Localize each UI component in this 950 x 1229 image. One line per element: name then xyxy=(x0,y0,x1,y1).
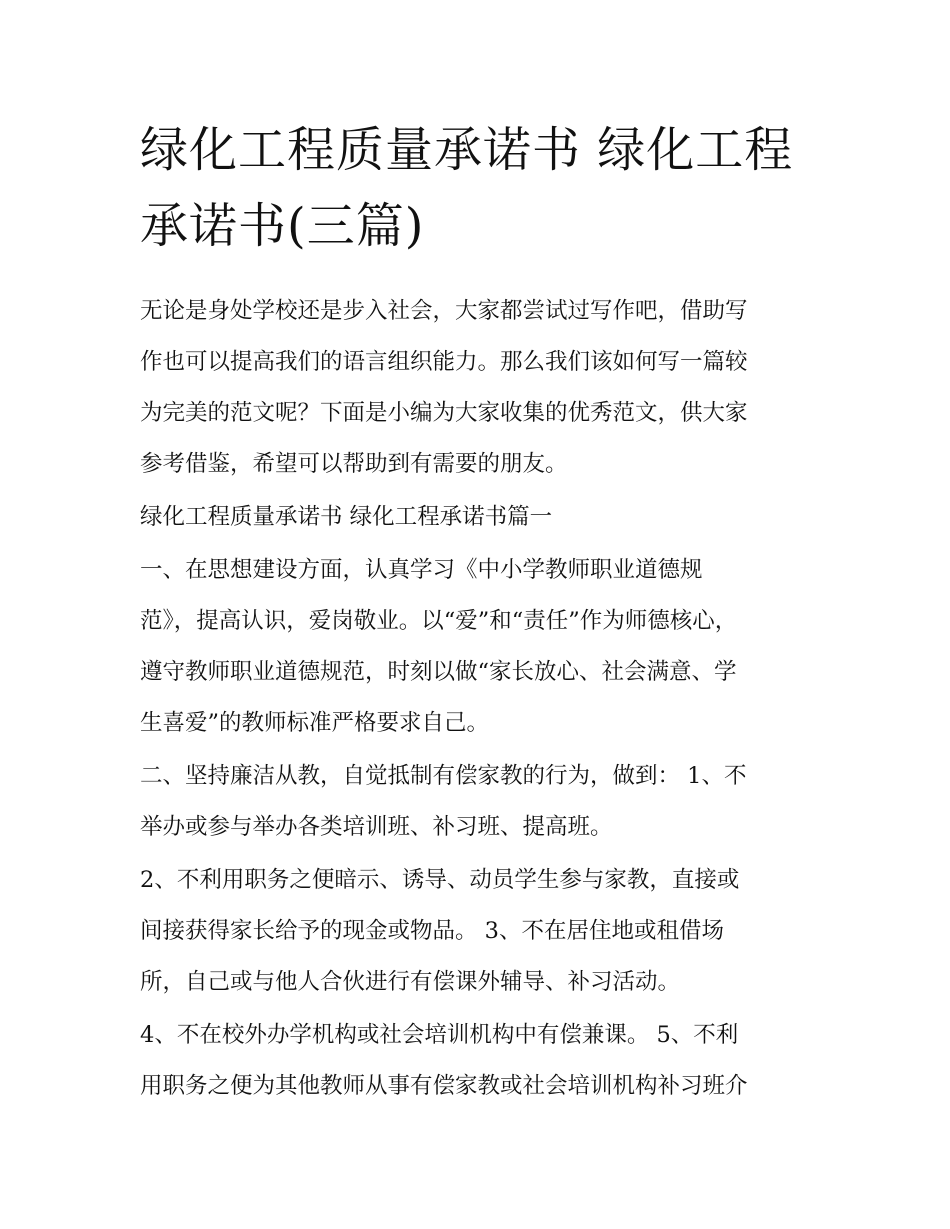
text-line: 参考借鉴，希望可以帮助到有需要的朋友。 xyxy=(140,451,568,477)
text-line: 遵守教师职业道德规范，时刻以做“家长放心、社会满意、学 xyxy=(140,659,737,685)
document-body xyxy=(140,286,820,1112)
text-line: 作也可以提高我们的语言组织能力。那么我们该如何写一篇较 xyxy=(140,349,748,375)
title-line: 承诺书(三篇) xyxy=(140,198,425,254)
document-title xyxy=(140,112,820,264)
text-line: 范》，提高认识，爱岗敬业。以“爱”和“责任”作为师德核心， xyxy=(140,608,738,634)
document-page xyxy=(140,112,820,1112)
text-line: 一、在思想建设方面，认真学习《中小学教师职业道德规 xyxy=(140,557,703,583)
title-line: 绿化工程质量承诺书 绿化工程 xyxy=(140,122,794,178)
text-line: 4、不在校外办学机构或社会培训机构中有偿兼课。 5、不利 xyxy=(140,1022,739,1048)
text-line: 二、坚持廉洁从教，自觉抵制有偿家教的行为，做到： 1、不 xyxy=(140,763,747,789)
body-paragraph xyxy=(140,1010,820,1112)
text-line: 无论是身处学校还是步入社会，大家都尝试过写作吧，借助写 xyxy=(140,298,748,324)
body-paragraph xyxy=(140,855,820,1008)
text-line: 为完美的范文呢？下面是小编为大家收集的优秀范文，供大家 xyxy=(140,400,748,426)
text-line: 所，自己或与他人合伙进行有偿课外辅导、补习活动。 xyxy=(140,969,681,995)
text-line: 2、不利用职务之便暗示、诱导、动员学生参与家教，直接或 xyxy=(140,867,740,893)
text-line: 生喜爱”的教师标准严格要求自己。 xyxy=(140,710,490,736)
text-line: 举办或参与举办各类培训班、补习班、提高班。 xyxy=(140,814,613,840)
body-paragraph xyxy=(140,545,820,749)
intro-paragraph xyxy=(140,286,820,490)
text-line: 绿化工程质量承诺书 绿化工程承诺书篇一 xyxy=(140,504,553,530)
section-heading xyxy=(140,492,820,543)
text-line: 用职务之便为其他教师从事有偿家教或社会培训机构补习班介 xyxy=(140,1073,748,1099)
body-paragraph xyxy=(140,751,820,853)
text-line: 间接获得家长给予的现金或物品。 3、不在居住地或租借场 xyxy=(140,918,724,944)
